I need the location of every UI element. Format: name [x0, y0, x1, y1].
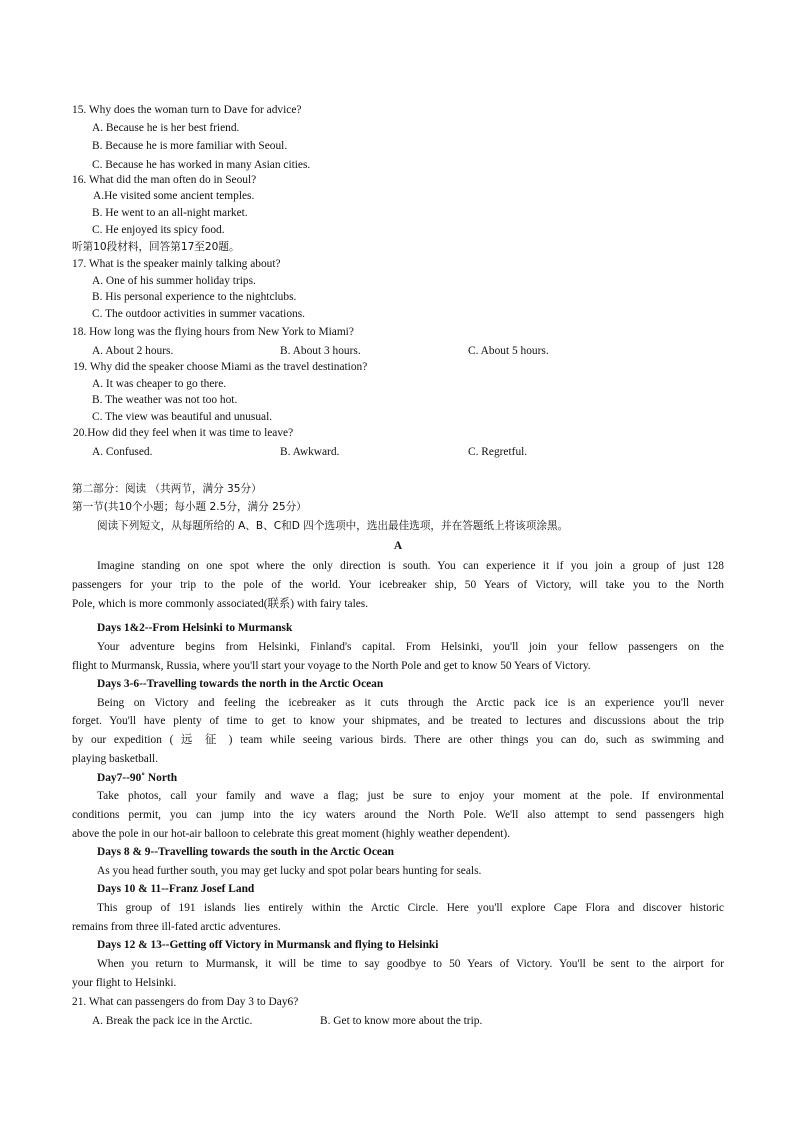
option-c: C. Regretful.	[468, 446, 528, 458]
option-b: B. About 3 hours.	[280, 345, 361, 357]
paragraph-line: flight to Murmansk, Russia, where you'll start your voyage to the North Pole and get to know 50 Years of Victory.	[72, 660, 591, 672]
option-c: C. Because he has worked in many Asian cities.	[92, 159, 311, 171]
paragraph-line: above the pole in our hot-air balloon to celebrate this great moment (highly weather dependent).	[72, 828, 511, 840]
day-heading: Days 3-6--Travelling towards the north in the Arctic Ocean	[97, 678, 384, 690]
option-a: A. Break the pack ice in the Arctic.	[92, 1015, 253, 1027]
day-heading: Days 10 & 11--Franz Josef Land	[97, 883, 255, 895]
option-c: C. The outdoor activities in summer vacations.	[92, 308, 306, 320]
day-heading: Days 1&2--From Helsinki to Murmansk	[97, 622, 293, 634]
reading-part-title: 第二部分：阅读 （共两节，满分 35分）	[72, 483, 262, 495]
reading-section-title: 第一节(共10个小题；每小题 2.5分，满分 25分）	[72, 501, 307, 513]
option-b: B. The weather was not too hot.	[92, 394, 238, 406]
question-stem: 19. Why did the speaker choose Miami as the travel destination?	[73, 361, 368, 373]
option-b: B. Because he is more familiar with Seoul.	[92, 140, 288, 152]
paragraph-line: As you head further south, you may get lucky and spot polar bears hunting for seals.	[97, 865, 482, 877]
paragraph-line: your flight to Helsinki.	[72, 977, 177, 989]
option-b: B. His personal experience to the nightclubs.	[92, 291, 297, 303]
option-c: C. The view was beautiful and unusual.	[92, 411, 273, 423]
paragraph-line: playing basketball.	[72, 753, 159, 765]
question-stem: 20.How did they feel when it was time to leave?	[73, 427, 294, 439]
reading-instruction: 阅读下列短文，从每题所给的 A、B、C和D 四个选项中，选出最佳选项，并在答题纸上将该项涂黑。	[97, 520, 569, 532]
option-a: A. About 2 hours.	[92, 345, 174, 357]
question-stem: 17. What is the speaker mainly talking about?	[72, 258, 281, 270]
question-stem: 18. How long was the flying hours from New York to Miami?	[72, 326, 354, 338]
option-a: A. One of his summer holiday trips.	[92, 275, 256, 287]
paragraph-line: passengers for your trip to the pole of the world. Your icebreaker ship, 50 Years of Victory, will take you to the North	[72, 579, 724, 591]
day-heading: Day7--90˚ North	[97, 772, 178, 784]
option-a: A. Confused.	[92, 446, 153, 458]
paragraph-line: by our expedition ( 远 征 ) team while seeing various birds. There are other things you can do, such as swimming and	[72, 734, 724, 746]
option-b: B. Awkward.	[280, 446, 340, 458]
option-c: C. About 5 hours.	[468, 345, 549, 357]
option-c: C. He enjoyed its spicy food.	[92, 224, 225, 236]
paragraph-line: conditions permit, you can jump into the icy waters around the North Pole. We'll also attempt to send passengers high	[72, 809, 724, 821]
day-heading: Days 12 & 13--Getting off Victory in Murmansk and flying to Helsinki	[97, 939, 439, 951]
paragraph-line: This group of 191 islands lies entirely within the Arctic Circle. Here you'll explore Cape Flora and discover historic	[97, 902, 724, 914]
option-a: A. It was cheaper to go there.	[92, 378, 227, 390]
passage-letter: A	[393, 540, 403, 552]
paragraph-line: When you return to Murmansk, it will be time to say goodbye to 50 Years of Victory. You'll be sent to the airport for	[97, 958, 724, 970]
paragraph-line: Your adventure begins from Helsinki, Finland's capital. From Helsinki, you'll join your fellow passengers on the	[97, 641, 724, 653]
paragraph-line: forget. You'll have plenty of time to get to know your shipmates, and be treated to lectures and discussions about the trip	[72, 715, 724, 727]
option-b: B. He went to an all-night market.	[92, 207, 248, 219]
question-stem: 15. Why does the woman turn to Dave for advice?	[72, 104, 302, 116]
paragraph-line: Take photos, call your family and wave a flag; just be sure to enjoy your moment at the pole. If environmental	[97, 790, 724, 802]
option-a: A. Because he is her best friend.	[92, 122, 240, 134]
paragraph-line: remains from three ill-fated arctic adventures.	[72, 921, 281, 933]
day-heading: Days 8 & 9--Travelling towards the south in the Arctic Ocean	[97, 846, 394, 858]
question-stem: 21. What can passengers do from Day 3 to Day6?	[72, 996, 299, 1008]
question-stem: 16. What did the man often do in Seoul?	[72, 174, 257, 186]
option-b: B. Get to know more about the trip.	[320, 1015, 483, 1027]
paragraph-line: Being on Victory and feeling the icebreaker as it cuts through the Arctic pack ice is an experience you'll never	[97, 697, 724, 709]
option-a: A.He visited some ancient temples.	[93, 190, 255, 202]
paragraph-line: Pole, which is more commonly associated(联系) with fairy tales.	[72, 598, 369, 610]
paragraph-line: Imagine standing on one spot where the only direction is south. You can experience it if you join a group of just 128	[97, 560, 724, 572]
listening-section-note: 听第10段材料，回答第17至20题。	[72, 241, 240, 253]
